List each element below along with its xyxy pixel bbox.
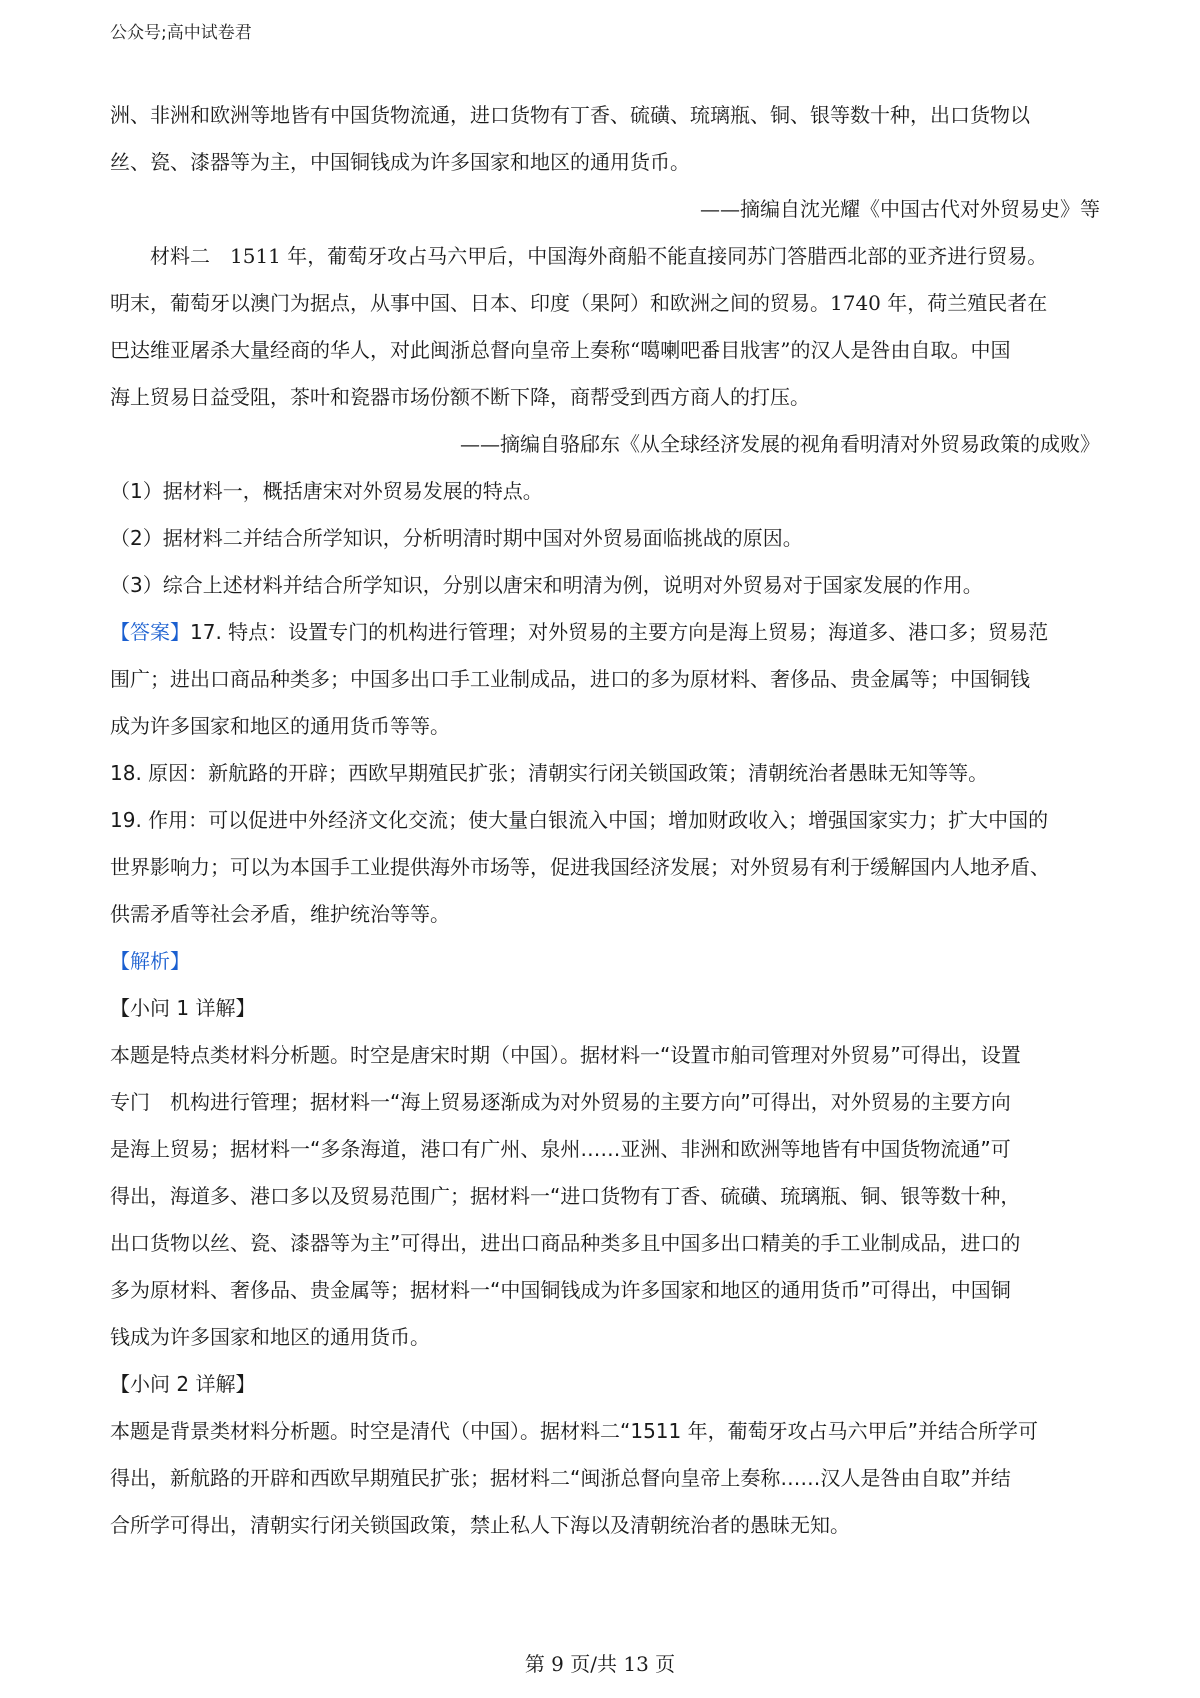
answer-19-line: 世界影响力；可以为本国手工业提供海外市场等，促进我国经济发展；对外贸易有利于缓解国内人地矛盾、: [110, 855, 1050, 879]
answer-19-line: 供需矛盾等社会矛盾，维护统治等等。: [110, 902, 450, 926]
material-two-line: 明末，葡萄牙以澳门为据点，从事中国、日本、印度（果阿）和欧洲之间的贸易。1740 年，荷兰殖民者在: [110, 291, 1048, 315]
analysis-1-line: 本题是特点类材料分析题。时空是唐宋时期（中国）。据材料一“设置市舶司管理对外贸易”可得出，设置: [110, 1043, 1021, 1067]
analysis-1-line: 出口货物以丝、瓷、漆器等为主”可得出，进出口商品种类多且中国多出口精美的手工业制成品，进口的: [110, 1231, 1021, 1255]
page-number: 第 9 页/共 13 页: [524, 1652, 676, 1676]
sub-question-2-title: 【小问 2 详解】: [110, 1372, 256, 1396]
analysis-1-line: 得出，海道多、港口多以及贸易范围广；据材料一“进口货物有丁香、硫磺、琉璃瓶、铜、银等数十种，: [110, 1184, 1021, 1208]
analysis-1-line: 钱成为许多国家和地区的通用货币。: [110, 1325, 430, 1349]
material-one-source: ——摘编自沈光耀《中国古代对外贸易史》等: [700, 197, 1100, 221]
question-3: （3）综合上述材料并结合所学知识，分别以唐宋和明清为例，说明对外贸易对于国家发展的作用。: [110, 573, 983, 597]
material-one-line: 洲、非洲和欧洲等地皆有中国货物流通，进口货物有丁香、硫磺、琉璃瓶、铜、银等数十种，出口货物以: [110, 103, 1030, 127]
answer-tag: 【答案】: [110, 620, 190, 644]
sub-question-1-title: 【小问 1 详解】: [110, 996, 256, 1020]
answer-17-text: 17. 特点：设置专门的机构进行管理；对外贸易的主要方向是海上贸易；海道多、港口多；贸易范: [190, 620, 1049, 644]
analysis-1-line: 是海上贸易；据材料一“多条海道，港口有广州、泉州……亚洲、非洲和欧洲等地皆有中国货物流通”可: [110, 1137, 1011, 1161]
page-header: 公众号;高中试卷君: [110, 23, 252, 43]
answer-17-line: 围广；进出口商品种类多；中国多出口手工业制成品，进口的多为原材料、奢侈品、贵金属等；中国铜钱: [110, 667, 1030, 691]
answer-17-line-1: [110, 609, 1100, 656]
answer-19-line: 19. 作用：可以促进中外经济文化交流；使大量白银流入中国；增加财政收入；增强国家实力；扩大中国的: [110, 808, 1049, 832]
analysis-2-line: 得出，新航路的开辟和西欧早期殖民扩张；据材料二“闽浙总督向皇帝上奏称……汉人是咎由自取”并结: [110, 1466, 1011, 1490]
answer-18: 18. 原因：新航路的开辟；西欧早期殖民扩张；清朝实行闭关锁国政策；清朝统治者愚昧无知等等。: [110, 761, 989, 785]
analysis-2-line: 合所学可得出，清朝实行闭关锁国政策，禁止私人下海以及清朝统治者的愚昧无知。: [110, 1513, 850, 1537]
material-two-line: 材料二 1511 年，葡萄牙攻占马六甲后，中国海外商船不能直接同苏门答腊西北部的亚齐进行贸易。: [150, 244, 1048, 268]
answer-17-line: 成为许多国家和地区的通用货币等等。: [110, 714, 450, 738]
material-two-source: ——摘编自骆郈东《从全球经济发展的视角看明清对外贸易政策的成败》: [460, 432, 1100, 456]
material-one-line: 丝、瓷、漆器等为主，中国铜钱成为许多国家和地区的通用货币。: [110, 150, 690, 174]
analysis-tag: 【解析】: [110, 949, 190, 973]
page-content: [110, 92, 1100, 1549]
question-1: （1）据材料一，概括唐宋对外贸易发展的特点。: [110, 479, 543, 503]
analysis-2-line: 本题是背景类材料分析题。时空是清代（中国）。据材料二“1511 年，葡萄牙攻占马六甲后”并结合所学可: [110, 1419, 1038, 1443]
material-two-line: 巴达维亚屠杀大量经商的华人，对此闽浙总督向皇帝上奏称“噶喇吧番目戕害”的汉人是咎由自取。中国: [110, 338, 1011, 362]
analysis-1-line: 多为原材料、奢侈品、贵金属等；据材料一“中国铜钱成为许多国家和地区的通用货币”可得出，中国铜: [110, 1278, 1011, 1302]
material-two-line: 海上贸易日益受阻，茶叶和瓷器市场份额不断下降，商帮受到西方商人的打压。: [110, 385, 810, 409]
analysis-1-line: 专门 机构进行管理；据材料一“海上贸易逐渐成为对外贸易的主要方向”可得出，对外贸易的主要方向: [110, 1090, 1011, 1114]
question-2: （2）据材料二并结合所学知识，分析明清时期中国对外贸易面临挑战的原因。: [110, 526, 803, 550]
